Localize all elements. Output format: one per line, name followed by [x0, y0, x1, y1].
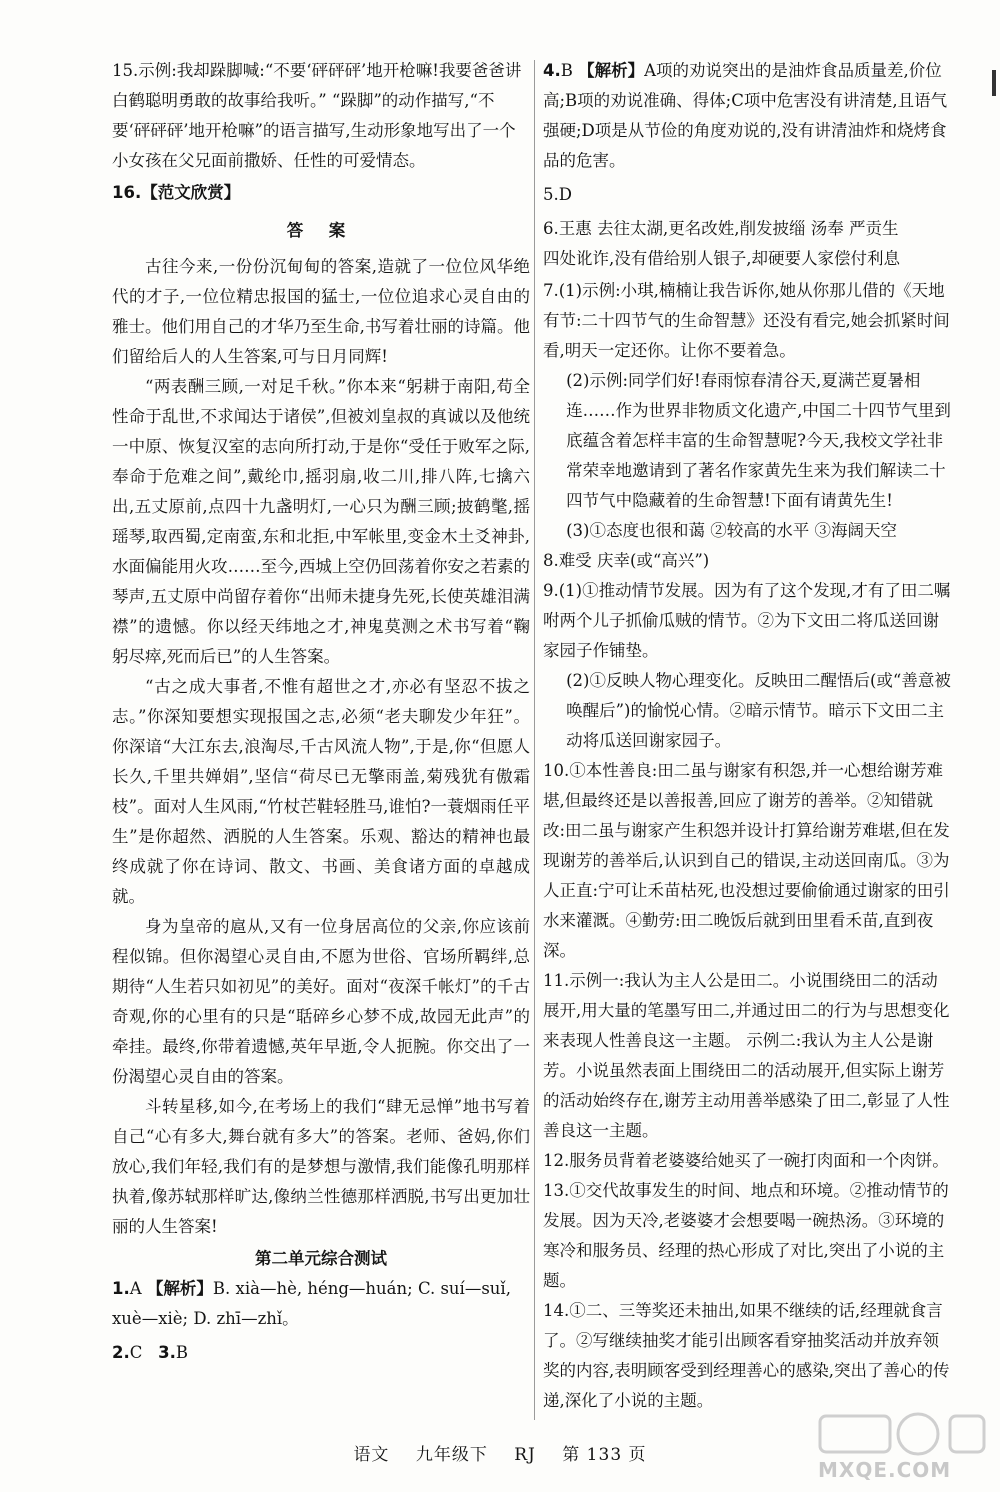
footer-edition: RJ — [514, 1445, 536, 1465]
answer-15: 15.示例:我却跺脚喊:“不要‘砰砰砰’地开枪嘛!我要爸爸讲白鹤聪明勇敢的故事给我听。” “跺脚”的动作描写,“不要‘砰砰砰’地开枪嘛”的语言描写,生动形象地写出了一个小女孩在父兄面前撒娇、任性的可爱情态。 — [112, 61, 522, 170]
answer-12: 12.服务员背着老婆婆给她买了一碗打肉面和一个肉饼。 — [543, 1151, 949, 1170]
essay-paragraph: 身为皇帝的扈从,又有一位身居高位的父亲,你应该前程似锦。但你渴望心灵自由,不愿为世俗、官场所羁绊,总期待“人生若只如初见”的美好。面对“夜深千帐灯”的千古奇观,你的心里有的只是“聒碎乡心梦不成,故园无此声”的牵挂。最终,你带着遗憾,英年早逝,令人扼腕。你交出了一份渴望心灵自由的答案。 — [112, 917, 530, 1086]
answer-10: 10.①本性善良:田二虽与谢家有积怨,并一心想给谢芳难堪,但最终还是以善报善,回应了谢芳的善举。②知错就改:田二虽与谢家产生积怨并设计打算给谢芳难堪,但在发现谢芳的善举后,认识到自己的错误,主动送回南瓜。③为人正直:宁可让禾苗枯死,也没想过要偷偷通过谢家的田引水来灌溉。④勤劳:田二晚饭后就到田里看禾苗,直到夜深。 — [543, 761, 950, 960]
answer-4-tag: 【解析】 — [578, 61, 645, 80]
answer-4 — [543, 56, 953, 176]
page-edge-mark — [992, 70, 996, 96]
answer-3-number: 3. — [158, 1343, 176, 1362]
essay-paragraph: 斗转星移,如今,在考场上的我们“肆无忌惮”地书写着自己“心有多大,舞台就有多大”的答案。老师、爸妈,你们放心,我们年轻,我们有的是梦想与激情,我们能像孔明那样执着,像苏轼那样旷达,像纳兰性德那样洒脱,书写出更加壮丽的人生答案! — [112, 1097, 530, 1236]
essay-paragraph: 古往今来,一份份沉甸甸的答案,造就了一位位风华绝代的才子,一位位精忠报国的猛士,一位位追求心灵自由的雅士。他们用自己的才华乃至生命,书写着壮丽的诗篇。他们留给后人的人生答案,可与日月同辉! — [112, 257, 530, 366]
answer-11: 11.示例一:我认为主人公是田二。小说围绕田二的活动展开,用大量的笔墨写田二,并通过田二的行为与思想变化来表现人性善良这一主题。 示例二:我认为主人公是谢芳。小说虽然表面上围绕田二的活动展开,但实际上谢芳的活动始终存在,谢芳主动用善举感染了田二,彰显了人性善良这一主题。 — [543, 971, 950, 1140]
essay-paragraph: “两表酬三顾,一对足千秋。”你本来“躬耕于南阳,苟全性命于乱世,不求闻达于诸侯”,但被刘皇叔的真诚以及他统一中原、恢复汉室的志向所打动,于是你“受任于败军之际,奉命于危难之间”,戴纶巾,摇羽扇,收二川,排八阵,七擒六出,五丈原前,点四十九盏明灯,一心只为酬三顾;披鹤氅,摇瑶琴,取西蜀,定南蛮,东和北拒,中军帐里,变金木土爻神卦,水面偏能用火攻……至今,西城上空仍回荡着你安之若素的琴声,五丈原中尚留存着你“出师未捷身先死,长使英雄泪满襟”的遗憾。你以经天纬地之才,神鬼莫测之术书写着“鞠躬尽瘁,死而后已”的人生答案。 — [112, 377, 530, 666]
footer-subject: 语文 — [353, 1445, 390, 1465]
answer-1-text: B. xià—hè, héng—huán; C. suí—suǐ, xuè—xiè; D. zhī—zhǐ。 — [112, 1279, 511, 1328]
answer-16-number: 16. — [112, 183, 142, 202]
answer-9-2: (2)①反映人物心理变化。反映田二醒悟后(或“善意被唤醒后”)的愉悦心情。②暗示情节。暗示下文田二主动将瓜送回谢家园子。 — [566, 671, 951, 750]
answer-6-line2: 四处讹诈,没有借给别人银子,却硬要人家偿付利息 — [543, 249, 900, 268]
answer-4-number: 4. — [543, 61, 561, 80]
essay-title: 答 案 — [286, 221, 356, 240]
section-title: 第二单元综合测试 — [255, 1249, 387, 1268]
answer-16-tag: 【范文欣赏】 — [141, 183, 241, 202]
answer-1-tag: 【解析】 — [146, 1279, 213, 1298]
answer-1-choice: A — [129, 1279, 142, 1298]
answer-13: 13.①交代故事发生的时间、地点和环境。②推动情节的发展。因为天冷,老婆婆才会想要喝一碗热汤。③环境的寒冷和服务员、经理的热心形成了对比,突出了小说的主题。 — [543, 1181, 949, 1290]
answer-2-number: 2. — [112, 1343, 130, 1362]
answer-16-heading — [112, 178, 530, 208]
answer-3-text: B — [175, 1343, 189, 1362]
footer-page-number: 第 133 页 — [562, 1445, 647, 1465]
answer-1-number: 1. — [112, 1279, 130, 1298]
answer-1 — [112, 1274, 530, 1334]
answer-4-choice: B — [560, 61, 573, 80]
answer-5: 5.D — [543, 185, 572, 204]
answer-9-1: 9.(1)①推动情节发展。因为有了这个发现,才有了田二嘱咐两个儿子抓偷瓜贼的情节。②为下文田二将瓜送回谢家园子作铺垫。 — [543, 581, 951, 660]
answer-2-text: C — [129, 1343, 143, 1362]
answer-2-3 — [112, 1338, 530, 1368]
right-column — [543, 56, 953, 1416]
answer-7-2: (2)示例:同学们好!春雨惊春清谷天,夏满芒夏暑相连……作为世界非物质文化遗产,中国二十四节气里到底蕴含着怎样丰富的生命智慧呢?今天,我校文学社非常荣幸地邀请到了著名作家黄先生来为我们解读二十四节气中隐藏着的生命智慧!下面有请黄先生! — [566, 371, 951, 510]
answer-7-1: 7.(1)示例:小琪,楠楠让我告诉你,她从你那儿借的《天地有节:二十四节气的生命智慧》还没有看完,她会抓紧时间看,明天一定还你。让你不要着急。 — [543, 281, 950, 360]
watermark-site: MXQE.COM — [818, 1458, 952, 1482]
essay-body — [112, 252, 530, 1242]
footer-grade: 九年级下 — [415, 1445, 488, 1465]
answer-6-line1: 6.王惠 去往太湖,更名改姓,削发披缁 汤奉 严贡生 — [543, 219, 899, 238]
answer-8: 8.难受 庆幸(或“高兴”) — [543, 551, 710, 570]
answer-7-3: (3)①态度也很和蔼 ②较高的水平 ③海阔天空 — [566, 521, 897, 540]
left-column — [112, 56, 530, 1368]
answer-14: 14.①二、三等奖还未抽出,如果不继续的话,经理就食言了。②写继续抽奖才能引出顾客看穿抽奖活动并放弃领奖的内容,表明顾客受到经理善心的感染,突出了善心的传递,深化了小说的主题。 — [543, 1301, 950, 1410]
essay-paragraph: “古之成大事者,不惟有超世之才,亦必有坚忍不拔之志。”你深知要想实现报国之志,必须“老夫聊发少年狂”。你深谙“大江东去,浪淘尽,千古风流人物”,于是,你“但愿人长久,千里共婵娟”,坚信“荷尽已无擎雨盖,菊残犹有傲霜枝”。面对人生风雨,“竹杖芒鞋轻胜马,谁怕?一蓑烟雨任平生”是你超然、洒脱的人生答案。乐观、豁达的精神也最终成就了你在诗词、散文、书画、美食诸方面的卓越成就。 — [112, 677, 530, 906]
answer-4-text: A项的劝说突出的是油炸食品质量差,价位高;B项的劝说准确、得体;C项中危害没有讲清楚,且语气强硬;D项是从节俭的角度劝说的,没有讲清油炸和烧烤食品的危害。 — [543, 61, 948, 170]
column-divider — [534, 60, 535, 1420]
